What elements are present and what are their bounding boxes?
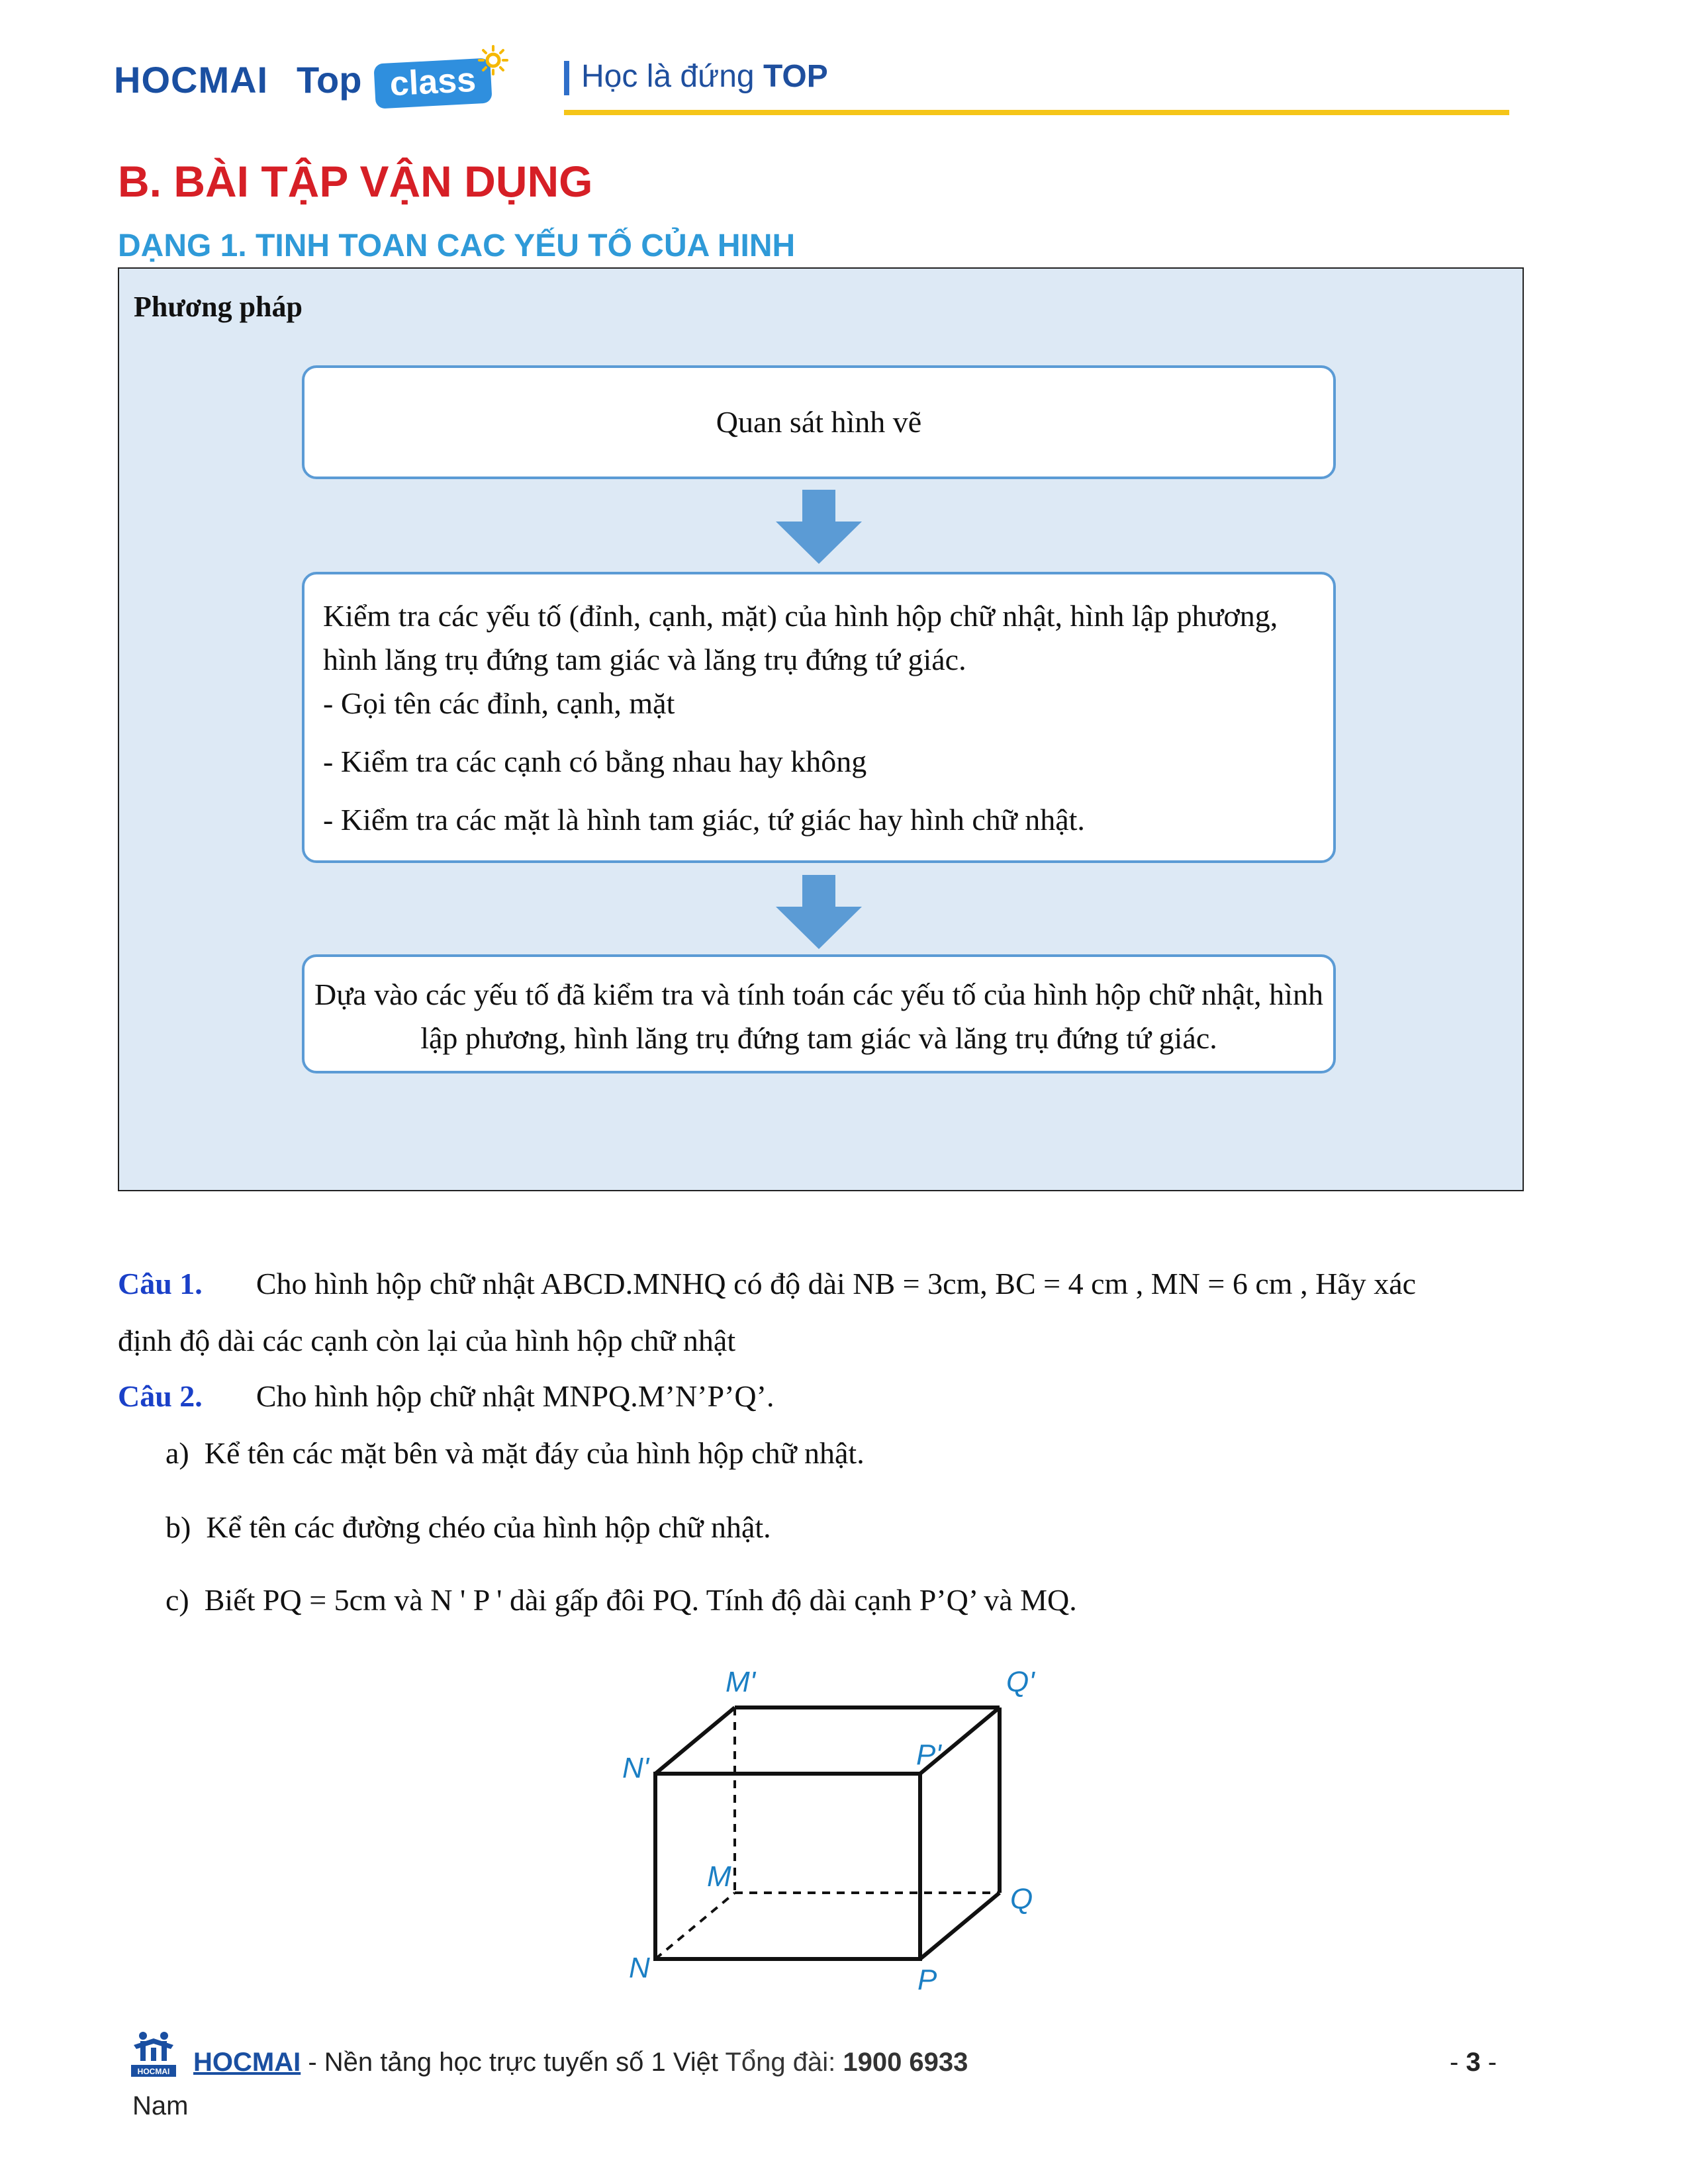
flow-step-check xyxy=(302,572,1336,863)
label-q-prime: Q' xyxy=(1006,1666,1035,1698)
logo-class-badge: class xyxy=(373,58,492,109)
slogan-bold: TOP xyxy=(763,59,828,94)
footer-brand-link[interactable]: HOCMAI xyxy=(193,2048,301,2077)
question-1-continued: định độ dài các cạnh còn lại của hình hộp chữ nhật xyxy=(118,1324,736,1357)
section-title: B. BÀI TẬP VẬN DỤNG xyxy=(118,157,593,206)
check-bullet-3: - Kiểm tra các mặt là hình tam giác, tứ giác hay hình chữ nhật. xyxy=(323,803,1085,837)
type-title: DẠNG 1. TINH TOAN CAC YẾU TỐ CỦA HINH xyxy=(118,228,796,263)
question-2c xyxy=(165,1580,1077,1620)
question-2a-label: a) xyxy=(165,1436,189,1470)
question-2c-label: c) xyxy=(165,1583,189,1617)
header-underline xyxy=(564,110,1509,115)
check-bullet-1: - Gọi tên các đỉnh, cạnh, mặt xyxy=(323,686,675,720)
logo-hocmai-text: HOCMAI xyxy=(114,59,269,101)
slogan-prefix: Học là đứng xyxy=(581,59,763,94)
footer-hotline-label: Tổng đài: xyxy=(725,2048,843,2077)
page-number xyxy=(1450,2048,1497,2077)
label-m: M xyxy=(707,1860,731,1893)
logo-top-text: Top xyxy=(297,59,362,101)
check-intro: Kiểm tra các yếu tố (đỉnh, cạnh, mặt) của hình hộp chữ nhật, hình lập phương, hình lăng trụ đứng tam giác và lăng trụ đứng tứ giác. xyxy=(323,599,1278,676)
page-suffix: - xyxy=(1480,2048,1497,2077)
question-2b xyxy=(165,1508,771,1547)
box-figure xyxy=(596,1655,1099,2012)
question-2-label: Câu 2. xyxy=(118,1379,203,1413)
footer-logo-text: HOCMAI xyxy=(137,2067,170,2076)
label-m-prime: M' xyxy=(726,1666,756,1698)
question-2a xyxy=(165,1433,865,1473)
down-arrow-icon xyxy=(776,490,862,564)
question-1-text: Cho hình hộp chữ nhật ABCD.MNHQ có độ dài NB = 3cm, BC = 4 cm , MN = 6 cm , Hãy xác xyxy=(256,1267,1417,1300)
footer-hotline xyxy=(725,2048,968,2077)
flow-step-compute: Dựa vào các yếu tố đã kiểm tra và tính toán các yếu tố của hình hộp chữ nhật, hình lập phương, hình lăng trụ đứng tam giác và lăng trụ đứng tứ giác. xyxy=(302,954,1336,1073)
check-bullet-2: - Kiểm tra các cạnh có bằng nhau hay không xyxy=(323,745,867,778)
label-q: Q xyxy=(1010,1883,1033,1915)
question-2b-label: b) xyxy=(165,1510,191,1544)
label-n: N xyxy=(629,1952,650,1984)
flow-step-observe: Quan sát hình vẽ xyxy=(302,365,1336,479)
question-1-label: Câu 1. xyxy=(118,1267,203,1300)
question-2-text: Cho hình hộp chữ nhật MNPQ.M’N’P’Q’. xyxy=(256,1379,774,1413)
footer-tagline: - Nền tảng học trực tuyến số 1 Việt xyxy=(301,2048,726,2077)
question-2 xyxy=(118,1377,774,1416)
edge-p-q xyxy=(920,1893,1000,1959)
footer-text xyxy=(193,2048,968,2077)
footer-nam: Nam xyxy=(132,2091,189,2120)
method-label: Phương pháp xyxy=(134,291,303,323)
question-1 xyxy=(118,1264,1521,1304)
hocmai-footer-logo-icon xyxy=(131,2030,176,2078)
question-2a-text: Kể tên các mặt bên và mặt đáy của hình hộp chữ nhật. xyxy=(204,1436,865,1470)
label-n-prime: N' xyxy=(622,1752,649,1784)
question-2c-text: Biết PQ = 5cm và N ' P ' dài gấp đôi PQ. Tính độ dài cạnh P’Q’ và MQ. xyxy=(204,1583,1077,1617)
sun-icon xyxy=(478,45,508,75)
slogan-divider xyxy=(564,61,569,95)
page-number-value: 3 xyxy=(1466,2048,1481,2077)
hidden-edge-n-m xyxy=(655,1893,735,1959)
front-face xyxy=(655,1774,920,1959)
slogan xyxy=(581,58,828,95)
edge-nprime-mprime xyxy=(655,1707,735,1774)
label-p: P xyxy=(917,1964,937,1996)
page-prefix: - xyxy=(1450,2048,1466,2077)
footer-hotline-number: 1900 6933 xyxy=(843,2048,968,2077)
label-p-prime: P' xyxy=(916,1739,941,1771)
question-2b-text: Kể tên các đường chéo của hình hộp chữ nhật. xyxy=(206,1510,771,1544)
down-arrow-icon xyxy=(776,875,862,949)
